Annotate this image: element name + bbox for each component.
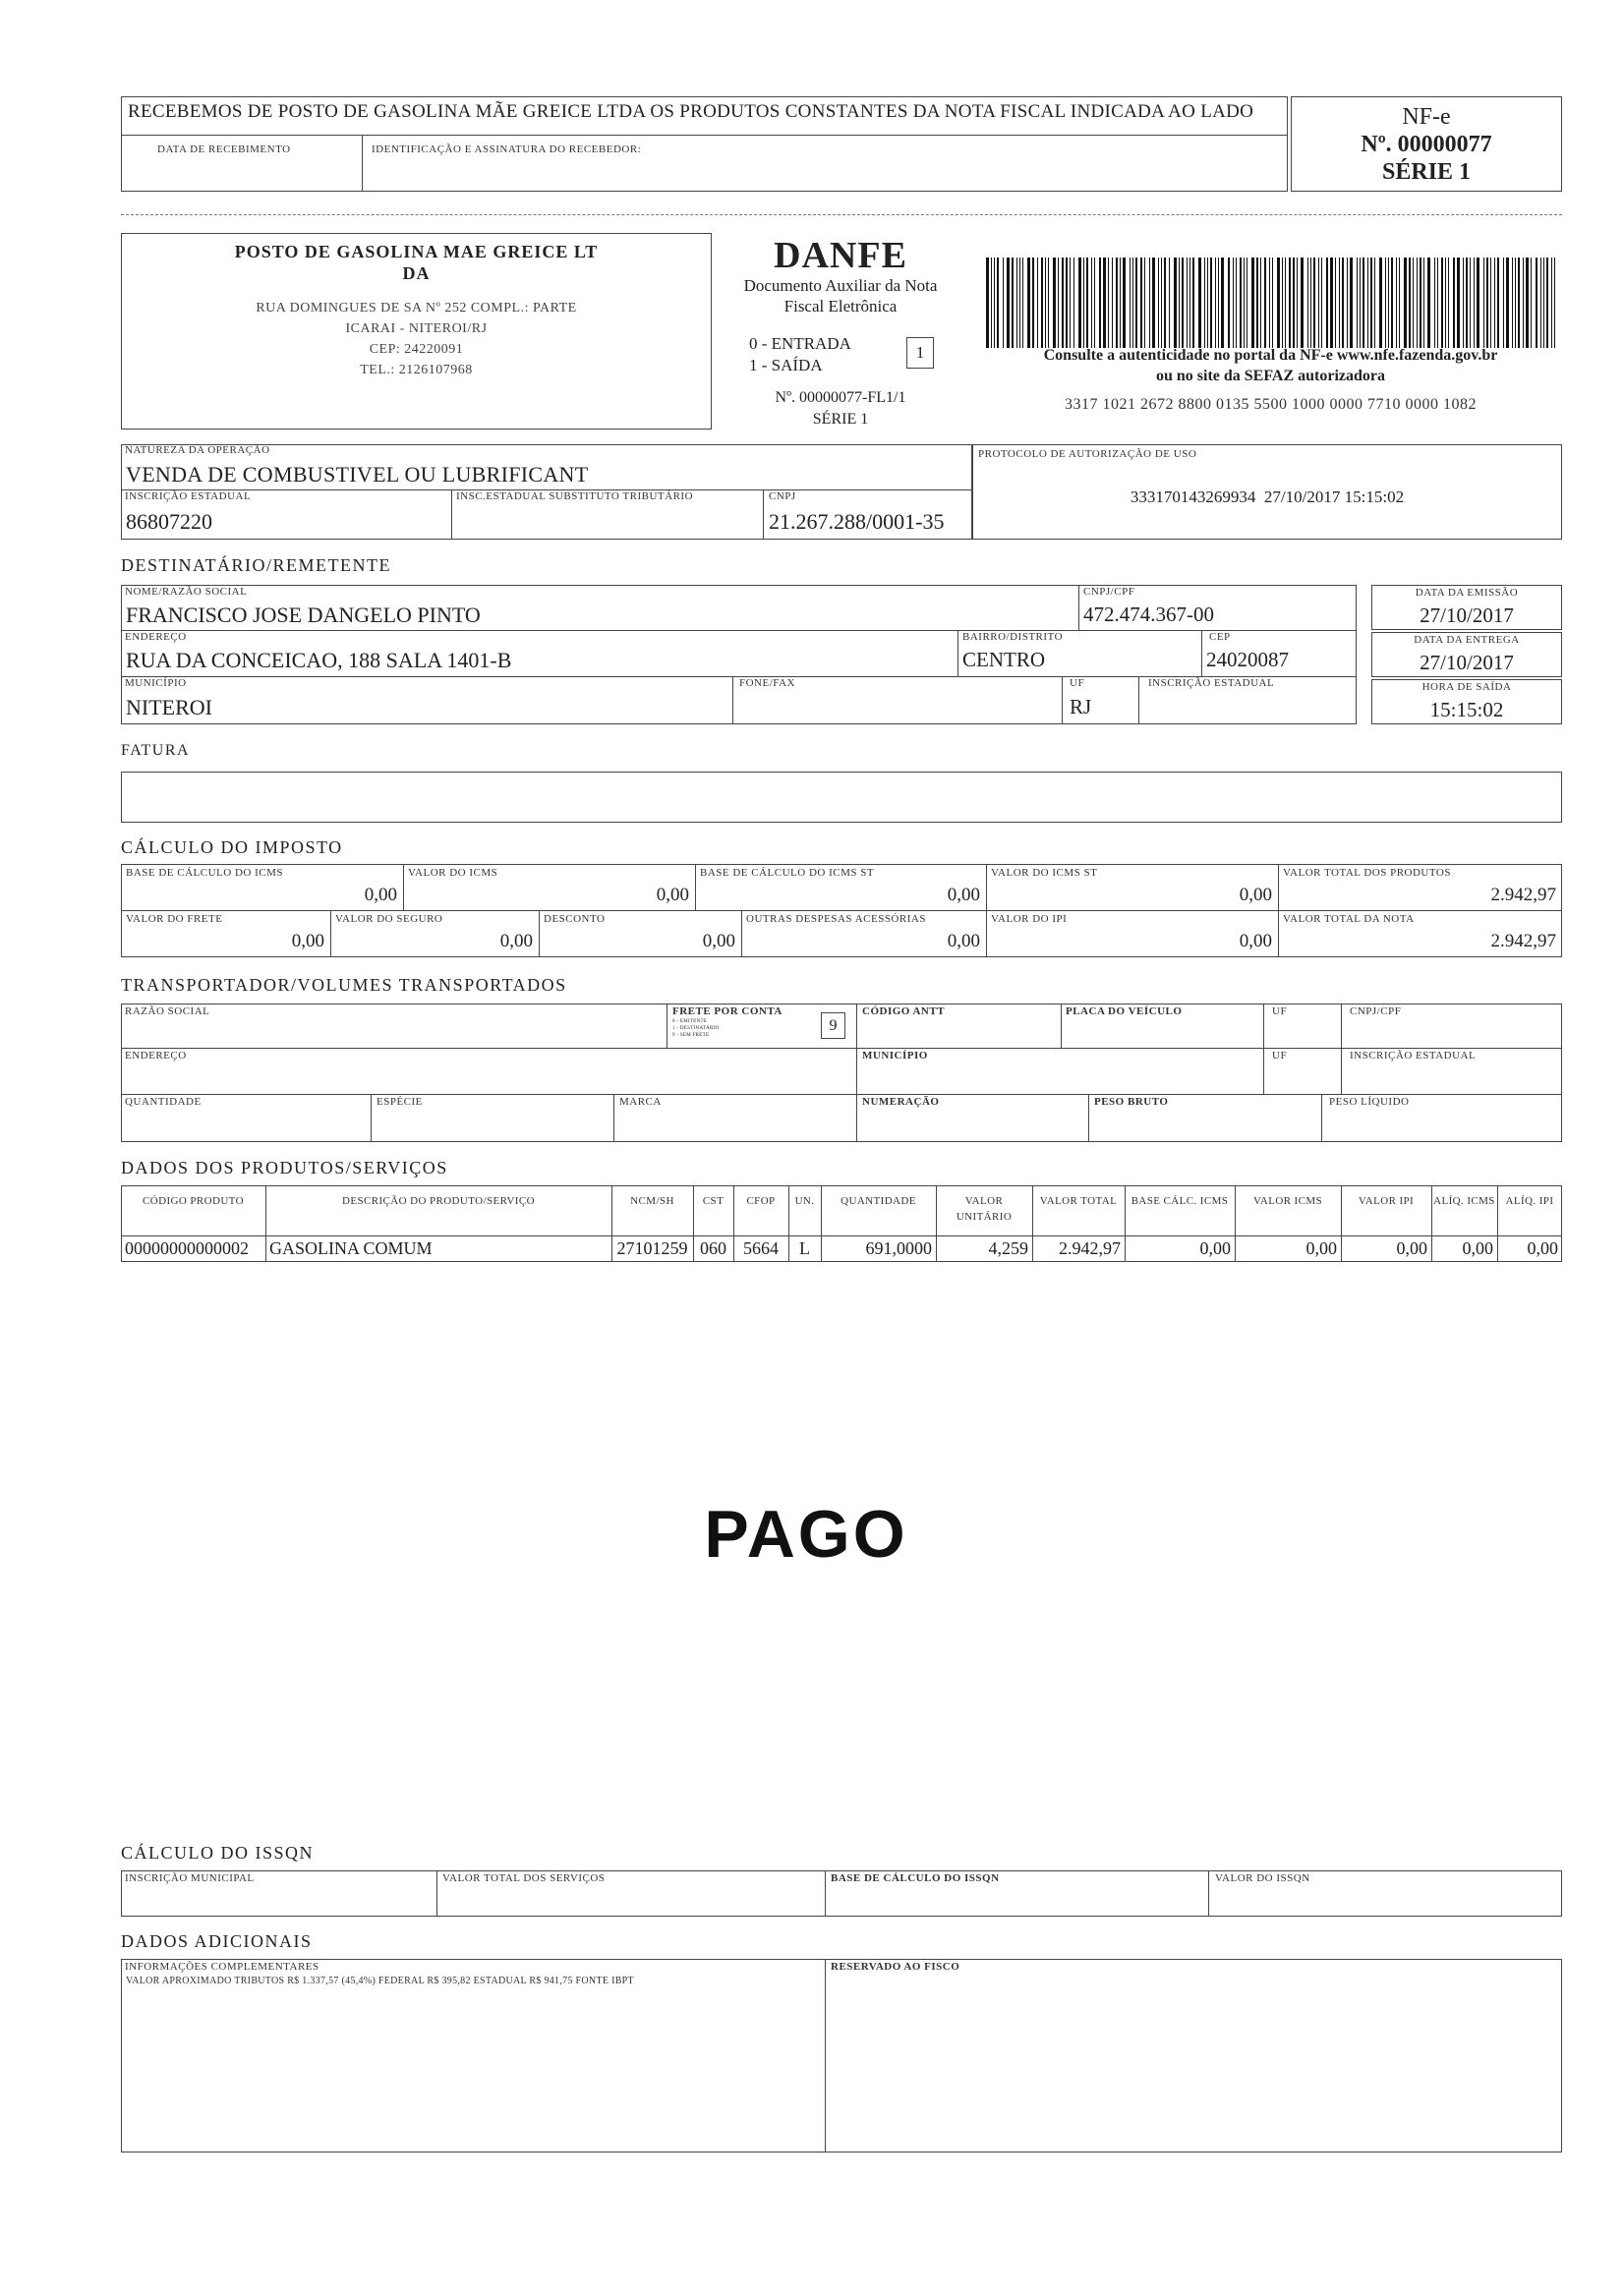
barcode-bar [1342, 258, 1344, 348]
barcode-bar [1240, 258, 1242, 348]
row2-value-5: 2.942,97 [1490, 931, 1556, 951]
barcode-bar [1207, 258, 1208, 348]
canhoto-text: RECEBEMOS DE POSTO DE GASOLINA MÃE GREICE LTDA OS PRODUTOS CONSTANTES DA NOTA FISCAL INDICADA AO LADO [128, 101, 1254, 122]
barcode-bar [1264, 258, 1266, 348]
barcode-bar [1244, 258, 1245, 348]
barcode-bar [1019, 258, 1020, 348]
barcode-bar [1058, 258, 1059, 348]
row2-value-0: 0,00 [291, 931, 324, 951]
barcode-bar [1350, 258, 1353, 348]
transp-frete-value: 9 [821, 1012, 845, 1039]
ie-label: INSCRIÇÃO ESTADUAL [125, 490, 252, 502]
barcode-bar [1210, 258, 1212, 348]
barcode-bar [1236, 258, 1237, 348]
emitente-tel: TEL.: 2126107968 [360, 363, 473, 377]
barcode-bar [1441, 258, 1443, 348]
barcode-bar [1335, 258, 1336, 348]
barcode-bar [1149, 258, 1150, 348]
produtos-cell: 0,00 [1396, 1238, 1427, 1258]
iest-label: INSC.ESTADUAL SUBSTITUTO TRIBUTÁRIO [456, 490, 694, 502]
produtos-cell: 27101259 [616, 1238, 688, 1258]
barcode-bar [1221, 258, 1224, 348]
ie-value: 86807220 [126, 509, 212, 534]
fatura-box [121, 772, 1562, 823]
row2-label-2: DESCONTO [544, 913, 606, 925]
barcode-bar [1437, 258, 1438, 348]
row1-value-1: 0,00 [656, 885, 689, 905]
barcode-bar [1370, 258, 1372, 348]
barcode-bar [1367, 258, 1368, 348]
dest-bairro-label: BAIRRO/DISTRITO [962, 631, 1064, 643]
barcode-bar [1164, 258, 1166, 348]
barcode-bar [1027, 258, 1030, 348]
transp-marca-label: MARCA [619, 1096, 662, 1108]
produtos-cell: 0,00 [1527, 1238, 1558, 1258]
produtos-header-7: VALOR UNITÁRIO [956, 1195, 1013, 1223]
barcode-bar [1540, 258, 1541, 348]
barcode-bar [1463, 258, 1464, 348]
pago-stamp: PAGO [704, 1497, 908, 1572]
row1-label-2: BASE DE CÁLCULO DO ICMS ST [700, 867, 875, 879]
produtos-header-11: VALOR IPI [1358, 1195, 1415, 1207]
barcode-bar [1233, 258, 1234, 348]
barcode-bar [1543, 258, 1544, 348]
issqn-valor-label: VALOR DO ISSQN [1215, 1872, 1310, 1884]
row2-label-5: VALOR TOTAL DA NOTA [1283, 913, 1415, 925]
dest-cpf: 472.474.367-00 [1083, 603, 1214, 626]
barcode-bar [1112, 258, 1113, 348]
barcode-bar [1297, 258, 1298, 348]
barcode-bar [1434, 258, 1435, 348]
barcode-bar [991, 258, 992, 348]
transporte-section: TRANSPORTADOR/VOLUMES TRANSPORTADOS [121, 975, 567, 995]
danfe-subtitle-1: Documento Auxiliar da Nota [743, 276, 938, 295]
transp-qtd-label: QUANTIDADE [125, 1096, 202, 1108]
barcode-bar [1379, 258, 1382, 348]
barcode-bar [1457, 258, 1460, 348]
barcode-bar [1070, 258, 1071, 348]
emitente-nome-1: POSTO DE GASOLINA MAE GREICE LT [234, 242, 599, 261]
barcode-bar [1260, 258, 1261, 348]
barcode-bar [1161, 258, 1162, 348]
barcode-bar [1048, 258, 1049, 348]
nfe-label: NF-e [1402, 104, 1451, 130]
entrega-value: 27/10/2017 [1420, 651, 1514, 674]
barcode-bar [1204, 258, 1205, 348]
barcode-bar [1293, 258, 1295, 348]
fatura-section: FATURA [121, 742, 191, 759]
barcode-bar [1330, 258, 1333, 348]
barcode-bar [1086, 258, 1088, 348]
barcode-bar [986, 258, 989, 348]
produtos-cell: 0,00 [1462, 1238, 1493, 1258]
barcode-bar [1374, 258, 1375, 348]
identificacao-label: IDENTIFICAÇÃO E ASSINATURA DO RECEBEDOR: [372, 144, 642, 155]
barcode-bar [1123, 258, 1126, 348]
barcode-bar [1494, 258, 1495, 348]
barcode-bar [1016, 258, 1017, 348]
barcode-bar [1420, 258, 1421, 348]
saida-label: HORA DE SAÍDA [1421, 681, 1512, 693]
issqn-vts-label: VALOR TOTAL DOS SERVIÇOS [442, 1872, 606, 1884]
barcode-bar [1339, 258, 1340, 348]
dest-municipio: NITEROI [126, 695, 212, 719]
natureza-value: VENDA DE COMBUSTIVEL OU LUBRIFICANT [126, 462, 589, 487]
transp-razao-label: RAZÃO SOCIAL [125, 1005, 210, 1017]
barcode-bar [1135, 258, 1137, 348]
transp-uf-label: UF [1272, 1005, 1288, 1017]
transp-frete-opt9: 9 - SEM FRETE [672, 1033, 710, 1038]
barcode-bar [1523, 258, 1524, 348]
barcode-bar [1187, 258, 1188, 348]
barcode-bar [1218, 258, 1219, 348]
produtos-header-8: VALOR TOTAL [1039, 1195, 1118, 1207]
barcode-bar [1423, 258, 1424, 348]
natureza-label: NATUREZA DA OPERAÇÃO [125, 444, 270, 456]
barcode-bar [1152, 258, 1155, 348]
barcode-bar [1388, 258, 1389, 348]
row2-value-1: 0,00 [499, 931, 533, 951]
barcode-bar [1413, 258, 1414, 348]
barcode-bar [1391, 258, 1393, 348]
barcode-bar [1385, 258, 1386, 348]
row1-value-3: 0,00 [1239, 885, 1272, 905]
produtos-cell: 5664 [743, 1238, 779, 1258]
barcode-bar [1347, 258, 1348, 348]
cnpj-value: 21.267.288/0001-35 [769, 509, 945, 534]
barcode-bar [1032, 258, 1034, 348]
barcode-bar [1041, 258, 1043, 348]
barcode-bar [994, 258, 995, 348]
row1-value-0: 0,00 [364, 885, 397, 905]
barcode-bar [1130, 258, 1131, 348]
info-compl-text: VALOR APROXIMADO TRIBUTOS R$ 1.337,57 (45,4%) FEDERAL R$ 395,82 ESTADUAL R$ 941,75 FONTE IBPT [126, 1976, 634, 1986]
barcode-bar [1427, 258, 1430, 348]
barcode-bar [1285, 258, 1286, 348]
row1-value-2: 0,00 [947, 885, 980, 905]
barcode-bar [1120, 258, 1121, 348]
barcode-bar [1363, 258, 1364, 348]
produtos-cell: L [799, 1238, 810, 1258]
row1-label-3: VALOR DO ICMS ST [991, 867, 1098, 879]
barcode-bar [1409, 258, 1411, 348]
transp-endereco-label: ENDEREÇO [125, 1050, 187, 1062]
adicionais-box [121, 1959, 1562, 2152]
barcode-bar [1512, 258, 1513, 348]
produtos-cell: 4,259 [988, 1238, 1028, 1258]
barcode-bar [1483, 258, 1484, 348]
barcode-bar [1091, 258, 1092, 348]
emissao-label: DATA DA EMISSÃO [1415, 587, 1519, 599]
barcode-bar [1448, 258, 1449, 348]
destinatario-section: DESTINATÁRIO/REMETENTE [121, 555, 391, 575]
danfe-entrada: 0 - ENTRADA [749, 334, 851, 353]
barcode-bar [1474, 258, 1475, 348]
row1-label-4: VALOR TOTAL DOS PRODUTOS [1283, 867, 1451, 879]
produtos-header-12: ALÍQ. ICMS [1433, 1195, 1495, 1207]
barcode-bar [1518, 258, 1520, 348]
barcode-bar [1404, 258, 1407, 348]
dest-nome: FRANCISCO JOSE DANGELO PINTO [126, 603, 481, 627]
saida-value: 15:15:02 [1429, 698, 1504, 721]
danfe-title: DANFE [774, 235, 907, 276]
produtos-header-13: ALÍQ. IPI [1505, 1195, 1554, 1207]
emitente-endereco: RUA DOMINGUES DE SA Nº 252 COMPL.: PARTE [256, 301, 577, 316]
transp-frete-opt1: 1 - DESTINATÁRIO [672, 1026, 720, 1031]
row2-value-3: 0,00 [947, 931, 980, 951]
barcode-bar [1083, 258, 1084, 348]
produtos-header-6: QUANTIDADE [841, 1195, 916, 1207]
transp-ie-label: INSCRIÇÃO ESTADUAL [1350, 1050, 1477, 1062]
entrega-label: DATA DA ENTREGA [1414, 634, 1520, 646]
barcode-bar [1466, 258, 1468, 348]
dest-cep-label: CEP [1209, 631, 1231, 643]
barcode-bar [1003, 258, 1004, 348]
barcode-bar [1215, 258, 1216, 348]
consulta-line2: ou no site da SEFAZ autorizadora [1155, 368, 1386, 384]
dest-endereco: RUA DA CONCEICAO, 188 SALA 1401-B [126, 648, 512, 672]
barcode-bar [1310, 258, 1311, 348]
barcode-bar [1321, 258, 1322, 348]
barcode-bar [1251, 258, 1254, 348]
barcode-bar [1470, 258, 1471, 348]
barcode-bar [1506, 258, 1509, 348]
barcode-bar [1037, 258, 1038, 348]
imposto-section: CÁLCULO DO IMPOSTO [121, 837, 343, 857]
barcode-bar [1326, 258, 1328, 348]
transp-peso-bruto-label: PESO BRUTO [1094, 1096, 1169, 1108]
dest-bairro: CENTRO [962, 648, 1045, 671]
barcode-bar [1012, 258, 1014, 348]
barcode-bar [1007, 258, 1010, 348]
dest-uf-label: UF [1070, 677, 1085, 689]
produtos-header-2: NCM/SH [630, 1195, 674, 1207]
emissao-value: 27/10/2017 [1420, 603, 1514, 627]
barcode-bar [1486, 258, 1488, 348]
barcode-bar [1313, 258, 1315, 348]
barcode-bar [1169, 258, 1170, 348]
barcode-bar [1536, 258, 1537, 348]
produtos-header-4: CFOP [746, 1195, 776, 1207]
dest-cep: 24020087 [1206, 648, 1289, 671]
danfe-serie: SÉRIE 1 [812, 411, 869, 428]
produtos-header-3: CST [702, 1195, 725, 1207]
barcode-bar [1445, 258, 1446, 348]
transp-municipio-label: MUNICÍPIO [862, 1050, 928, 1062]
barcode-bar [1132, 258, 1133, 348]
barcode-bar [1099, 258, 1101, 348]
produtos-header-10: VALOR ICMS [1252, 1195, 1323, 1207]
issqn-base-label: BASE DE CÁLCULO DO ISSQN [831, 1872, 1000, 1884]
barcode-bar [1503, 258, 1504, 348]
barcode-bar [1318, 258, 1319, 348]
issqn-im-label: INSCRIÇÃO MUNICIPAL [125, 1872, 255, 1884]
barcode-bar [1546, 258, 1548, 348]
barcode-bar [1198, 258, 1201, 348]
transp-frete-label: FRETE POR CONTA [672, 1005, 783, 1017]
consulta-line1: Consulte a autenticidade no portal da NF-e www.nfe.fazenda.gov.br [1043, 347, 1498, 364]
row2-label-0: VALOR DO FRETE [126, 913, 223, 925]
protocolo-label: PROTOCOLO DE AUTORIZAÇÃO DE USO [978, 448, 1197, 460]
barcode-bar [1497, 258, 1499, 348]
barcode-bar [1357, 258, 1358, 348]
transp-numeracao-label: NUMERAÇÃO [862, 1096, 940, 1108]
row2-value-2: 0,00 [702, 931, 735, 951]
emitente-cep: CEP: 24220091 [369, 342, 464, 357]
barcode-bar [1179, 258, 1180, 348]
barcode-bar [1551, 258, 1552, 348]
barcode-bar [1078, 258, 1081, 348]
dest-nome-label: NOME/RAZÃO SOCIAL [125, 586, 248, 598]
produtos-section: DADOS DOS PRODUTOS/SERVIÇOS [121, 1158, 448, 1177]
row2-value-4: 0,00 [1239, 931, 1272, 951]
fisco-label: RESERVADO AO FISCO [831, 1961, 960, 1973]
transp-frete-opt0: 0 - EMITENTE [672, 1019, 708, 1024]
produtos-header-1: DESCRIÇÃO DO PRODUTO/SERVIÇO [342, 1195, 535, 1207]
barcode-bar [1192, 258, 1194, 348]
barcode-bar [1282, 258, 1283, 348]
dest-uf: RJ [1070, 695, 1092, 718]
barcode-bar [1108, 258, 1109, 348]
barcode-bar [1477, 258, 1479, 348]
produtos-cell: GASOLINA COMUM [269, 1238, 433, 1258]
barcode-bar [1140, 258, 1142, 348]
dest-endereco-label: ENDEREÇO [125, 631, 187, 643]
produtos-cell: 00000000000002 [125, 1238, 249, 1258]
issqn-section: CÁLCULO DO ISSQN [121, 1843, 315, 1863]
barcode-bar [1272, 258, 1273, 348]
produtos-cell: 0,00 [1199, 1238, 1231, 1258]
danfe-subtitle-2: Fiscal Eletrônica [783, 297, 898, 316]
transp-cnpj-label: CNPJ/CPF [1350, 1005, 1402, 1017]
dest-fone-label: FONE/FAX [739, 677, 795, 689]
emitente-nome-2: DA [402, 263, 431, 283]
barcode-bar [1053, 258, 1056, 348]
barcode-bar [1256, 258, 1258, 348]
produtos-cell: 060 [700, 1238, 726, 1258]
barcode-bar [1189, 258, 1190, 348]
barcode-bar [1277, 258, 1280, 348]
barcode-bar [1360, 258, 1361, 348]
barcode-bar [1062, 258, 1064, 348]
chave-acesso: 3317 1021 2672 8800 0135 5500 1000 0000 7710 0000 1082 [1065, 396, 1477, 413]
barcode-bar [1073, 258, 1074, 348]
dest-municipio-label: MUNICÍPIO [125, 677, 187, 689]
barcode-bar [1301, 258, 1304, 348]
adicionais-section: DADOS ADICIONAIS [121, 1931, 313, 1951]
row2-label-4: VALOR DO IPI [991, 913, 1068, 925]
barcode-bar [1022, 258, 1023, 348]
barcode-bar [1396, 258, 1397, 348]
barcode-bar [1526, 258, 1529, 348]
row2-label-1: VALOR DO SEGURO [335, 913, 443, 925]
barcode-bar [1144, 258, 1145, 348]
barcode-bar [997, 258, 999, 348]
row1-label-1: VALOR DO ICMS [408, 867, 498, 879]
cut-line [121, 214, 1562, 215]
danfe-saida: 1 - SAÍDA [749, 356, 823, 374]
barcode-bar [1182, 258, 1184, 348]
barcode-bar [1554, 258, 1555, 348]
produtos-cell: 0,00 [1305, 1238, 1337, 1258]
produtos-header-5: UN. [794, 1195, 815, 1207]
danfe-tipo: 1 [906, 337, 934, 369]
nfe-serie: SÉRIE 1 [1381, 159, 1472, 185]
transp-peso-liquido-label: PESO LÍQUIDO [1329, 1096, 1410, 1108]
barcode-bar [1417, 258, 1418, 348]
info-compl-label: INFORMAÇÕES COMPLEMENTARES [125, 1961, 319, 1973]
nfe-numero: Nº. 00000077 [1361, 132, 1492, 157]
barcode-bar [1289, 258, 1291, 348]
barcode-bar [1116, 258, 1118, 348]
emitente-bairro: ICARAI - NITEROI/RJ [345, 321, 488, 336]
transp-especie-label: ESPÉCIE [377, 1096, 423, 1108]
barcode-bar [1045, 258, 1046, 348]
produtos-header-0: CÓDIGO PRODUTO [143, 1195, 244, 1207]
barcode-bar [1228, 258, 1230, 348]
barcode-bar [1307, 258, 1308, 348]
cnpj-label: CNPJ [769, 490, 796, 502]
barcode [986, 258, 1561, 348]
protocolo-value: 333170143269934 27/10/2017 15:15:02 [1130, 488, 1405, 506]
row1-label-0: BASE DE CÁLCULO DO ICMS [126, 867, 284, 879]
produtos-header-9: BASE CÁLC. ICMS [1131, 1195, 1229, 1207]
data-recebimento-label: DATA DE RECEBIMENTO [157, 144, 291, 155]
barcode-bar [1103, 258, 1106, 348]
barcode-bar [1174, 258, 1177, 348]
row2-label-3: OUTRAS DESPESAS ACESSÓRIAS [746, 913, 926, 925]
dest-cpf-label: CNPJ/CPF [1083, 586, 1135, 598]
danfe-numero: Nº. 00000077-FL1/1 [775, 389, 906, 406]
barcode-bar [1490, 258, 1491, 348]
transp-uf2-label: UF [1272, 1050, 1288, 1062]
dest-ie-label: INSCRIÇÃO ESTADUAL [1148, 677, 1275, 689]
transp-antt-label: CÓDIGO ANTT [862, 1005, 946, 1017]
barcode-bar [1531, 258, 1532, 348]
produtos-cell: 2.942,97 [1059, 1238, 1121, 1258]
barcode-bar [1066, 258, 1068, 348]
barcode-bar [1094, 258, 1095, 348]
barcode-bar [1269, 258, 1270, 348]
produtos-cell: 691,0000 [865, 1238, 932, 1258]
barcode-bar [1158, 258, 1159, 348]
barcode-bar [1453, 258, 1455, 348]
barcode-bar [1515, 258, 1516, 348]
row1-value-4: 2.942,97 [1490, 885, 1556, 905]
barcode-bar [1399, 258, 1400, 348]
transp-placa-label: PLACA DO VEÍCULO [1066, 1005, 1183, 1017]
